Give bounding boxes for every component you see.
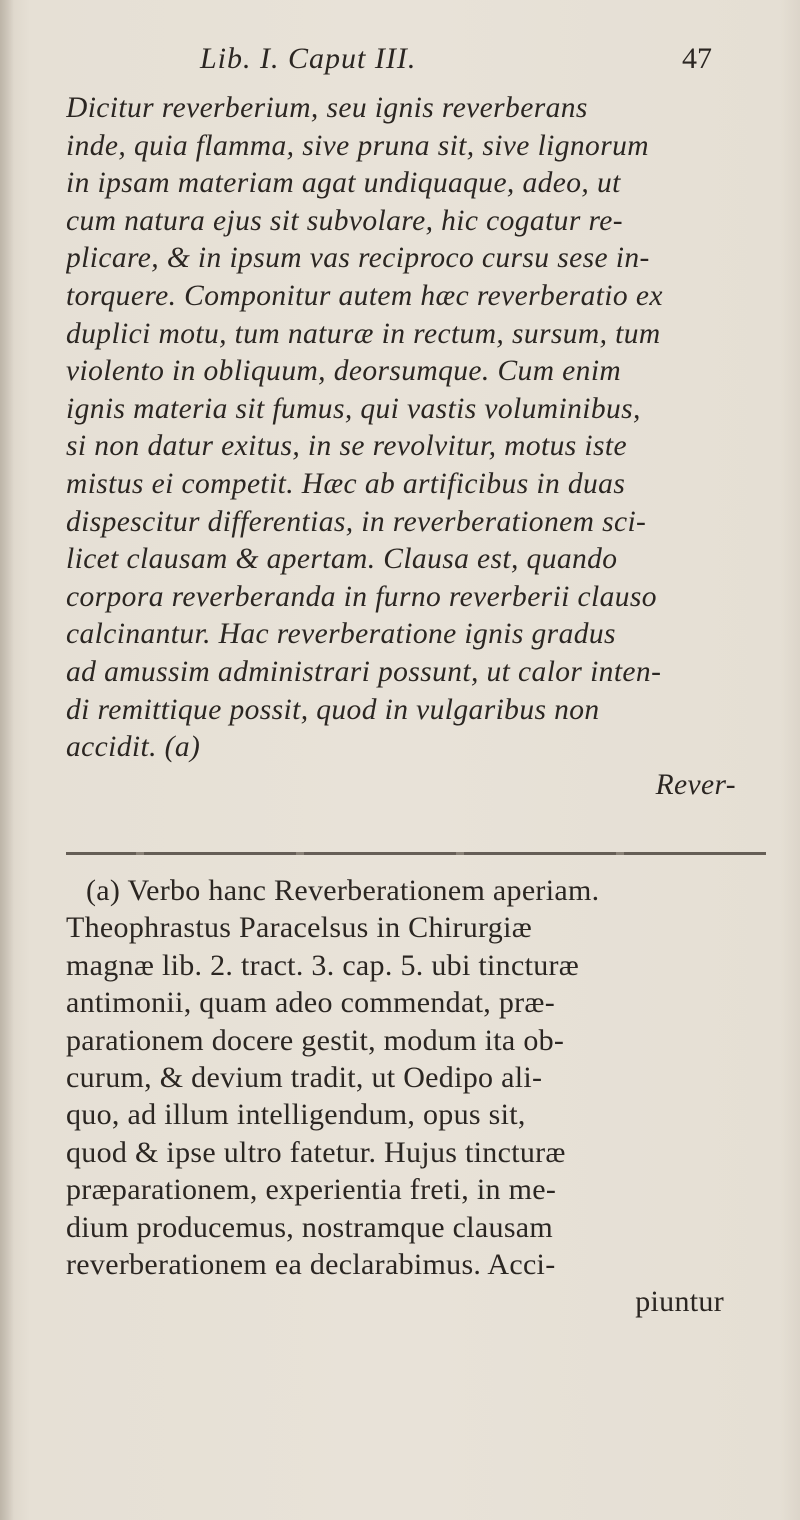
running-head: Lib. I. Caput III.	[200, 42, 417, 75]
text-line: si non datur exitus, in se revolvitur, motus iste	[66, 430, 627, 463]
catchword: Rever-	[655, 768, 736, 801]
footnote-line: quod & ipse ultro fatetur. Hujus tincturæ	[66, 1135, 566, 1169]
text-line: corpora reverberanda in furno reverberii clauso	[66, 580, 657, 613]
footnote-line: reverberationem ea declarabimus. Acci-	[66, 1247, 556, 1281]
footnote-line: quo, ad illum intelligendum, opus sit,	[66, 1098, 526, 1132]
text-line: torquere. Componitur autem hæc reverberatio ex	[66, 279, 663, 312]
text-line: violento in obliquum, deorsumque. Cum enim	[66, 355, 622, 388]
footnote-line: magnæ lib. 2. tract. 3. cap. 5. ubi tincturæ	[66, 948, 580, 982]
text-line: mistus ei competit. Hæc ab artificibus in duas	[66, 467, 626, 500]
footnote-separator-rule	[66, 852, 766, 855]
footnote-line: Theophrastus Paracelsus in Chirurgiæ	[66, 911, 533, 945]
text-line: accidit. (a)	[66, 731, 201, 764]
main-text-block	[66, 90, 756, 804]
footnote-line: antimonii, quam adeo commendat, præ-	[66, 986, 556, 1020]
text-line: cum natura ejus sit subvolare, hic cogatur re-	[66, 204, 623, 237]
text-line: ad amussim administrari possunt, ut calor inten-	[66, 655, 662, 688]
footnote-line: (a) Verbo hanc Reverberationem aperiam.	[86, 874, 600, 907]
text-line: ignis materia sit fumus, qui vastis voluminibus,	[66, 392, 641, 425]
text-line: dispescitur differentias, in reverberationem sci-	[66, 505, 647, 538]
footnote-line: parationem docere gestit, modum ita ob-	[66, 1023, 565, 1057]
text-line: inde, quia flamma, sive pruna sit, sive lignorum	[66, 129, 649, 162]
text-line: in ipsam materiam agat undiquaque, adeo, ut	[66, 167, 621, 200]
footnote-catchword: piuntur	[635, 1285, 724, 1319]
text-line: licet clausam & apertam. Clausa est, quando	[66, 543, 618, 576]
footnote-line: curum, & devium tradit, ut Oedipo ali-	[66, 1060, 543, 1094]
footnote-line: dium producemus, nostramque clausam	[66, 1210, 554, 1244]
page-gutter-shadow	[0, 0, 14, 1520]
footnote-line: præparationem, experientia freti, in me-	[66, 1173, 557, 1207]
page-header	[60, 42, 740, 86]
page-number: 47	[682, 42, 712, 75]
text-line: plicare, & in ipsum vas reciproco cursu sese in-	[66, 242, 650, 275]
text-line: di remittique possit, quod in vulgaribus non	[66, 693, 600, 726]
text-line: duplici motu, tum naturæ in rectum, sursum, tum	[66, 317, 661, 350]
footnote-block	[66, 872, 766, 1321]
text-line: calcinantur. Hac reverberatione ignis gradus	[66, 618, 616, 651]
text-line: Dicitur reverberium, seu ignis reverberans	[66, 92, 588, 124]
